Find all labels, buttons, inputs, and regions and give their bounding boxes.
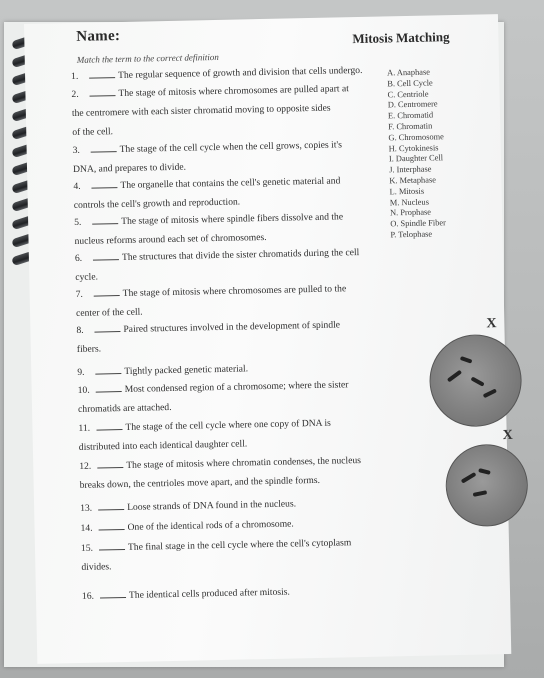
question-text: The identical cells produced after mitosis. [128,586,290,601]
question-text-continued: DNA, and prepares to divide. [72,161,187,176]
question-text: The regular sequence of growth and division that cells undergo. [117,64,363,82]
chromosome-shape [447,370,462,383]
term-item: K. Metaphase [389,175,436,186]
answer-blank[interactable] [96,420,122,431]
question-text-continued: divides. [81,561,112,573]
question-6 [75,245,381,286]
term-item: A. Anaphase [387,67,430,78]
answer-blank[interactable] [97,458,123,469]
question-text-continued: nucleus reforms around each set of chromosomes. [74,231,267,247]
question-text-continued: the centromere with each sister chromatid moving to opposite sides [71,102,331,120]
chromosome-shape [461,472,477,484]
term-item: J. Interphase [389,164,432,175]
question-text: The structures that divide the sister chromatids during the cell [121,247,360,263]
chromosome-shape [473,490,488,497]
question-number: 10. [77,384,90,396]
question-2 [71,81,372,141]
question-text: Most condensed region of a chromosome; where the sister [124,379,349,395]
question-number: 15. [80,542,94,554]
term-item: D. Centromere [387,99,438,110]
question-number: 9. [77,366,85,378]
chromosome-shape [483,388,497,398]
question-16 [82,583,382,605]
question-number: 2. [71,88,79,101]
question-text: The stage of mitosis where chromatin condenses, the nucleus [126,455,362,471]
name-label: Name: [76,27,121,45]
answer-blank[interactable] [98,500,124,511]
answer-blank[interactable] [89,86,115,97]
question-text-continued: breaks down, the centrioles move apart, and the spindle forms. [79,474,321,491]
answer-blank[interactable] [100,588,126,599]
question-text: Loose strands of DNA found in the nucleus. [127,498,297,513]
question-text: The stage of the cell cycle where one copy of DNA is [125,417,331,433]
answer-blank[interactable] [94,322,120,333]
term-item: E. Chromatid [387,110,434,121]
question-number: 11. [78,422,91,434]
answer-blank[interactable] [94,286,120,297]
question-number: 16. [81,590,95,602]
chromosome-shape [478,468,491,475]
term-item: C. Centriole [387,89,429,99]
term-item: F. Chromatin [388,121,433,132]
question-12 [79,452,410,494]
question-13 [80,495,380,517]
answer-blank[interactable] [95,364,121,375]
term-item: N. Prophase [389,207,432,218]
question-7 [76,281,377,322]
question-8 [76,317,377,358]
term-bank [387,67,446,241]
question-text-continued: distributed into each identical daughter cell. [78,438,248,453]
question-text-continued: controls the cell's growth and reproduction. [73,196,241,211]
cell-label-top: X [486,316,497,332]
question-text: One of the identical rods of a chromosome. [127,518,294,533]
chromosome-shape [470,376,484,386]
question-15 [81,534,412,576]
term-item: O. Spindle Fiber [390,218,446,229]
question-3 [73,137,374,178]
question-text: The stage of mitosis where chromosomes are pulled apart at [118,83,349,100]
term-item: M. Nucleus [389,197,429,207]
worksheet-page [24,14,514,664]
answer-blank[interactable] [90,142,116,153]
question-11 [78,415,379,456]
question-14 [80,515,380,537]
question-text-continued: fibers. [76,343,102,355]
answer-blank[interactable] [96,382,122,393]
answer-blank[interactable] [99,540,125,551]
term-item: H. Cytokinesis [388,142,439,153]
question-number: 12. [79,460,92,472]
question-text: The stage of mitosis where chromosomes are pulled to the [122,283,347,299]
question-number: 1. [70,70,79,83]
question-text: The stage of mitosis where spindle fibers dissolve and the [121,211,344,228]
worksheet-title: Mitosis Matching [352,29,450,47]
question-text: The organelle that contains the cell's genetic material and [120,175,341,192]
question-text-continued: cycle. [75,271,99,283]
answer-blank[interactable] [91,178,117,189]
question-text: The final stage in the cell cycle where the cell's cytoplasm [127,537,352,553]
term-item: I. Daughter Cell [388,153,444,164]
question-5 [74,209,375,250]
answer-blank[interactable] [98,520,124,531]
question-text-continued: center of the cell. [75,306,143,319]
question-number: 14. [80,522,93,534]
question-number: 5. [74,216,82,228]
question-number: 3. [72,144,80,157]
cell-label-bottom: X [502,427,514,444]
answer-blank[interactable] [92,214,118,225]
term-item: B. Cell Cycle [387,78,433,89]
question-number: 6. [74,252,83,264]
answer-blank[interactable] [93,250,119,261]
question-text: Paired structures involved in the development of spindle [123,319,341,335]
instructions: Match the term to the correct definition [76,51,219,65]
question-number: 4. [73,180,81,192]
chromosome-shape [460,356,473,364]
question-number: 8. [76,324,84,336]
question-number: 13. [80,502,93,514]
answer-blank[interactable] [89,68,115,79]
term-item: L. Mitosis [389,186,425,197]
question-text-continued: chromatids are attached. [77,401,172,415]
question-text: The stage of the cell cycle when the cell grows, copies it's [119,139,343,156]
question-text: Tightly packed genetic material. [124,363,249,377]
term-item: G. Chromosome [388,132,444,143]
question-4 [73,173,374,214]
term-item: P. Telophase [390,229,433,240]
question-number: 7. [75,288,83,300]
question-10 [78,377,379,418]
question-text-continued: of the cell. [72,126,114,139]
